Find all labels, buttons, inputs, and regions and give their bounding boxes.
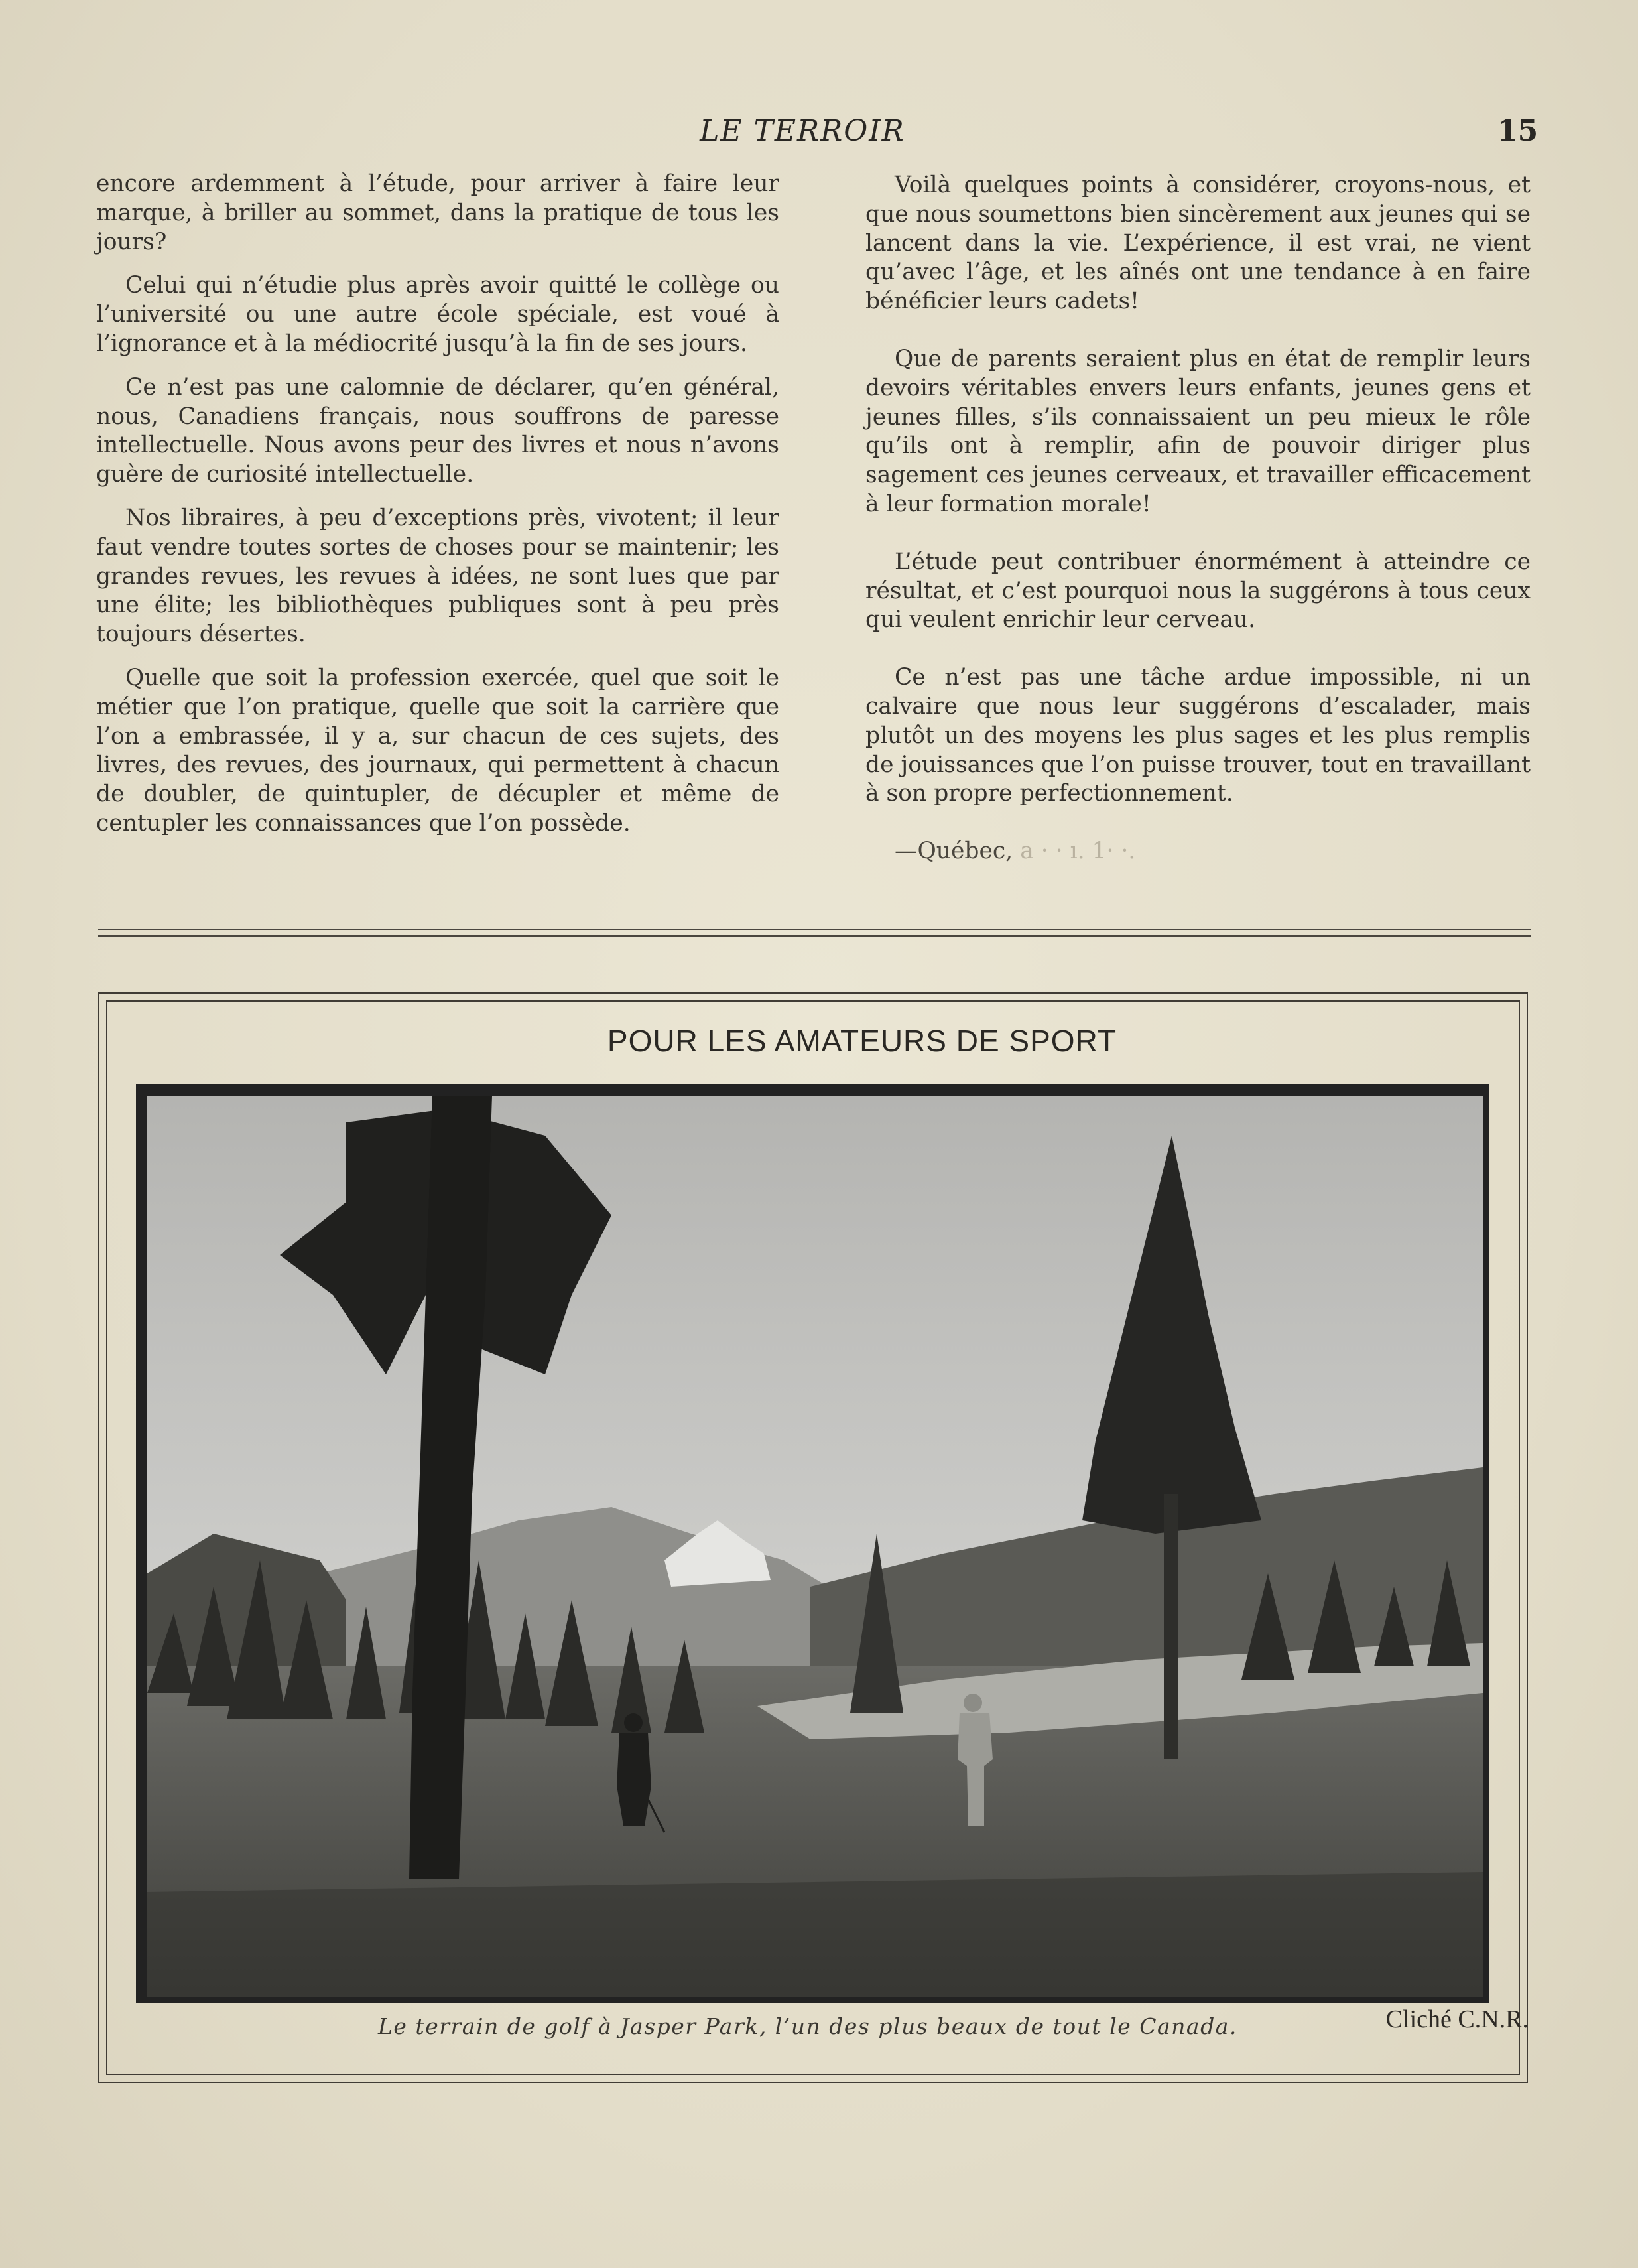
section-title: POUR LES AMATEURS DE SPORT [607, 1024, 1117, 1058]
tall-pine-trunk [1164, 1494, 1178, 1759]
signature-line [865, 837, 1531, 866]
photo-caption: Le terrain de golf à Jasper Park, l’un des plus beaux de tout le Canada. [378, 2013, 1237, 2039]
left-paragraph-3: Ce n’est pas une calomnie de déclarer, qu’en général, nous, Canadiens français, nous souffrons de paresse intellectuelle. Nous avons peur des livres et nous n’avons guère de curiosité intellectuelle. [96, 373, 779, 488]
signature-text: —Québec, [895, 838, 1021, 865]
right-paragraph-1: Voilà quelques points à considérer, croyons-nous, et que nous soumettons bien sincèrement aux jeunes qui se lancent dans la vie. L’expérience, il est vrai, ne vient qu’avec l’âge, et les aînés ont une tendance à en faire bénéficier leurs cadets! [865, 172, 1531, 315]
golf-course-illustration [147, 1096, 1483, 1997]
left-paragraph-2: Celui qui n’étudie plus après avoir quitté le collège ou l’université ou une autre école spéciale, est voué à l’ignorance et à la médiocrité jusqu’à la fin de ses jours. [96, 272, 779, 357]
right-paragraph-3: L’étude peut contribuer énormément à atteindre ce résultat, et c’est pourquoi nous la suggérons à tous ceux qui veulent enrichir leur cerveau. [865, 548, 1531, 634]
left-paragraph-4: Nos libraires, à peu d’exceptions près, vivotent; il leur faut vendre toutes sortes de choses pour se maintenir; les grandes revues, les revues à idées, ne sont lues que par une élite; les bibliothèques publiques sont à peu près toujours désertes. [96, 504, 779, 648]
left-paragraph-1: encore ardemment à l’étude, pour arriver à faire leur marque, à briller au sommet, dans la pratique de tous les jours? [96, 170, 779, 255]
right-paragraph-4: Ce n’est pas une tâche ardue impossible, ni un calvaire que nous leur suggérons d’escalader, mais plutôt un des moyens les plus sages et les plus remplis de jouissances que l’on puisse trouver, tout en travaillant à son propre perfectionnement. [865, 664, 1531, 807]
separator-rule-bottom [98, 935, 1531, 937]
right-text-column [865, 171, 1531, 895]
photo-credit: Cliché C.N.R. [1385, 2005, 1529, 2033]
foreground-shade [147, 1872, 1483, 1997]
signature-faded-text: a · · ı. 1· ·. [1020, 838, 1136, 865]
page-number: 15 [1497, 114, 1539, 148]
golf-course-photo [147, 1096, 1483, 1997]
running-header-title: LE TERROIR [700, 114, 905, 148]
right-paragraph-2: Que de parents seraient plus en état de remplir leurs devoirs véritables envers leurs enfants, jeunes gens et jeunes filles, s’ils connaissaient un peu mieux le rôle qu’ils ont à remplir, afin de pouvoir diriger plus sagement ces jeunes cerveaux, et travailler efficacement à leur formation morale! [865, 345, 1531, 517]
left-paragraph-5: Quelle que soit la profession exercée, quel que soit le métier que l’on pratique, quelle que soit la carrière que l’on a embrassée, il y a, sur chacun de ces sujets, des livres, des revues, des journaux, qui permettent à chacun de doubler, de quintupler, de décupler et même de centupler les connaissances que l’on possède. [96, 664, 779, 836]
left-text-column [96, 170, 779, 853]
separator-rule-top [98, 929, 1531, 930]
